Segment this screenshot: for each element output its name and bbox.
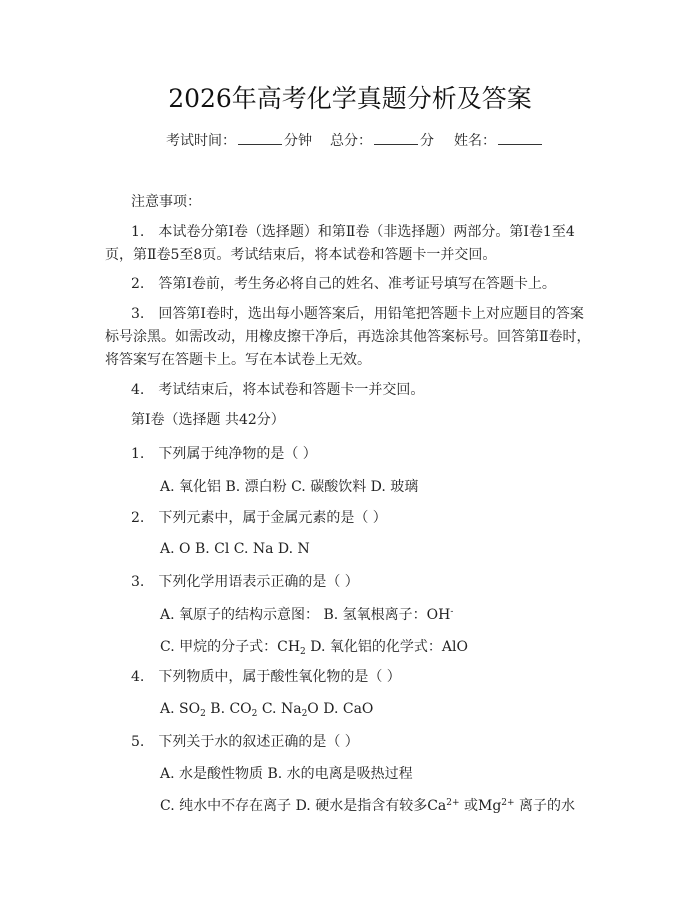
question-2-options: A. O B. Cl C. Na D. N [160,541,310,557]
question-4-options [160,699,373,719]
subscript: 2 [200,709,206,719]
question-5-options-cd [160,796,575,816]
exam-time-field [166,130,312,151]
question-3-option-c-text: C. 甲烷的分子式：CH [160,639,301,655]
section-title: 第Ⅰ卷（选择题 共42分） [131,412,285,428]
question-5-options-ab: A. 水是酸性物质 B. 水的电离是吸热过程 [160,766,413,782]
option-text: 或Mg [459,798,502,814]
option-text: B. CO [205,701,252,717]
question-3-options-cd [160,637,468,657]
question-1-options: A. 氧化铝 B. 漂白粉 C. 碳酸饮料 D. 玻璃 [160,479,419,495]
question-5-stem: 5. 下列关于水的叙述正确的是（ ） [131,734,359,750]
option-text: A. SO [160,701,201,717]
subscript: 2 [251,709,258,719]
question-2-stem: 2. 下列元素中，属于金属元素的是（ ） [131,510,387,526]
exam-time-label: 考试时间： [166,133,236,149]
total-score-unit: 分 [420,133,434,149]
notice-item-1: 1. 本试卷分第Ⅰ卷（选择题）和第Ⅱ卷（非选择题）两部分。第Ⅰ卷1至4页，第Ⅱ卷5至8页。考试结束后，将本试卷和答题卡一并交回。 [105,224,575,263]
question-3-option-ab-text: A. 氧原子的结构示意图： B. 氢氧根离子：OH [160,607,451,623]
notice-heading: 注意事项： [131,194,201,210]
superscript: 2+ [446,798,460,808]
total-score-field [330,130,434,151]
option-text: 离子的水 [514,798,576,814]
question-3-options-ab [160,605,453,625]
subscript: 2 [300,647,306,657]
total-score-blank [374,130,418,145]
option-text: C. Na [257,701,302,717]
superscript: - [450,607,454,617]
question-3-stem: 3. 下列化学用语表示正确的是（ ） [131,574,359,590]
superscript: 2+ [501,798,515,808]
option-text: O D. CaO [307,701,374,717]
page-title: 2026年高考化学真题分析及答案 [168,84,532,113]
subscript: 2 [301,709,308,719]
student-name-label: 姓名： [454,133,496,149]
exam-time-unit: 分钟 [284,133,312,149]
question-3-option-d-text: D. 氧化铝的化学式：AlO [305,639,468,655]
option-text: C. 纯水中不存在离子 D. 硬水是指含有较多Ca [160,798,447,814]
total-score-label: 总分： [330,133,372,149]
student-name-field [454,130,544,151]
question-1-stem: 1. 下列属于纯净物的是（ ） [131,446,317,462]
notice-item-2: 2. 答第Ⅰ卷前，考生务必将自己的姓名、准考证号填写在答题卡上。 [131,276,556,292]
exam-time-blank [238,130,282,145]
notice-item-3: 3. 回答第Ⅰ卷时，选出每小题答案后，用铅笔把答题卡上对应题目的答案标号涂黑。如需改动，用橡皮擦干净后，再选涂其他答案标号。回答第Ⅱ卷时，将答案写在答题卡上。写在本试卷上无效。 [105,306,591,368]
notice-item-4: 4. 考试结束后，将本试卷和答题卡一并交回。 [131,382,425,398]
question-4-stem: 4. 下列物质中，属于酸性氧化物的是（ ） [131,669,401,685]
student-name-blank [498,130,542,145]
